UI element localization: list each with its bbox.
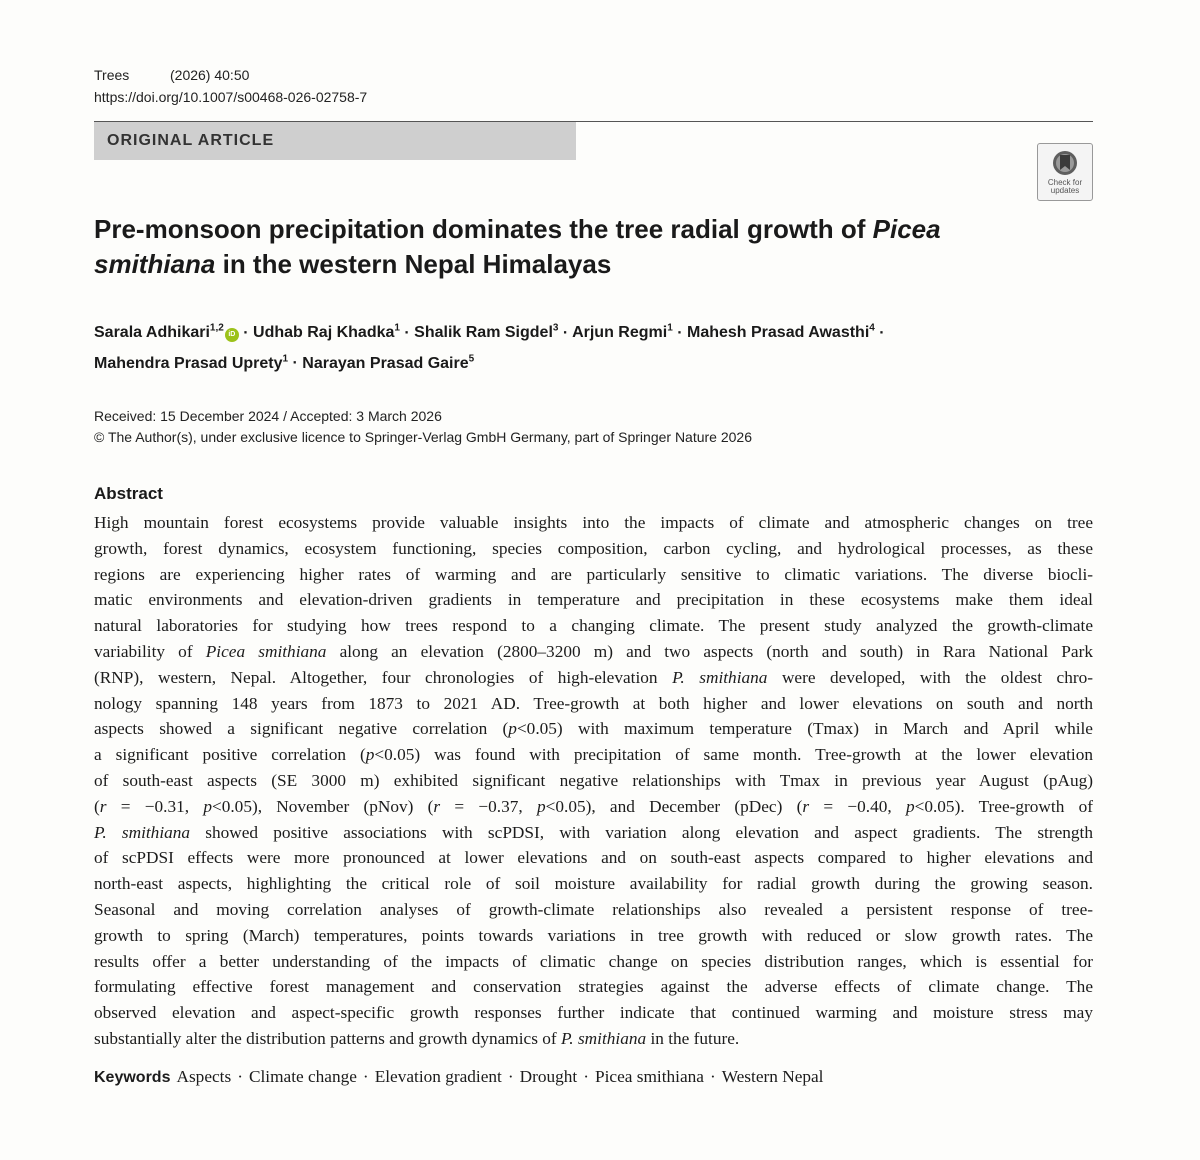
author-name: Narayan Prasad Gaire (302, 354, 469, 372)
check-updates-line1: Check for (1047, 178, 1083, 187)
author-affiliation: 5 (468, 353, 475, 365)
abstract-line (94, 974, 1093, 1000)
abstract-line (94, 691, 1093, 717)
check-updates-line2: updates (1050, 186, 1080, 195)
author-name: Udhab Raj Khadka (253, 324, 395, 342)
abstract-text: High mountain forest ecosystems provide valuable insights into the impacts of climate and atmospheric changes on tree (94, 513, 1093, 532)
keyword-separator: · (583, 1067, 589, 1086)
abstract-line (94, 949, 1093, 975)
abstract-text: north-east aspects, highlighting the critical role of soil moisture availability for radial growth during the growing season. (94, 874, 1093, 894)
author-affiliation: 1 (667, 323, 673, 334)
author (414, 324, 558, 341)
abstract-italic-text: p (536, 796, 546, 816)
abstract-italic-text: P. smithiana (94, 822, 191, 842)
keyword-separator: · (237, 1067, 243, 1086)
keywords-section (94, 1065, 823, 1090)
copyright-notice: © The Author(s), under exclusive licence to Springer-Verlag GmbH Germany, part of Springer Nature 2026 (94, 429, 752, 445)
author-name: Sarala Adhikari (94, 324, 210, 342)
abstract-text: observed elevation and aspect-specific growth responses further indicate that continued warming and moisture stress may (94, 1003, 1093, 1023)
check-updates-icon (1051, 149, 1079, 177)
abstract-body (94, 510, 1093, 1052)
abstract-line (94, 871, 1093, 897)
abstract-text: = −0.31, (106, 796, 204, 816)
abstract-text: were developed, with the oldest chro- (767, 667, 1094, 687)
abstract-text: growth, forest dynamics, ecosystem functioning, species composition, carbon cycling, and hydrological processes, as these (94, 538, 1093, 558)
abstract-text: <0.05) with maximum temperature (Tmax) in March and April while (516, 719, 1093, 739)
volume-info: (2026) 40:50 (170, 67, 250, 83)
abstract-text: a significant positive correlation ( (94, 745, 366, 765)
abstract-text: = −0.37, (440, 796, 537, 816)
publication-dates (94, 406, 752, 448)
abstract-text: = −0.40, (809, 796, 906, 816)
abstract-text: nology spanning 148 years from 1873 to 2021 AD. Tree-growth at both higher and lower elevations on south and north (94, 693, 1093, 713)
author-list (94, 316, 1074, 377)
abstract-italic-text: P. smithiana (672, 667, 768, 687)
keyword: Western Nepal (721, 1067, 824, 1086)
abstract-line (94, 587, 1093, 613)
author (302, 355, 474, 372)
author-separator: · (874, 324, 885, 342)
abstract-line (94, 536, 1093, 562)
title-species-epithet: smithiana (94, 249, 216, 279)
article-title (94, 212, 1054, 282)
author (94, 324, 239, 341)
author-separator: · (288, 354, 303, 372)
article-type-banner (94, 122, 576, 160)
abstract-italic-text: r (802, 796, 810, 816)
abstract-text: substantially alter the distribution patterns and growth dynamics of (94, 1028, 561, 1048)
abstract-text: aspects showed a significant negative correlation ( (94, 719, 509, 739)
abstract-text: (RNP), western, Nepal. Altogether, four chronologies of high-elevation (94, 667, 673, 687)
article-header (94, 64, 367, 108)
abstract-line (94, 1026, 1093, 1052)
keyword-separator: · (709, 1067, 716, 1086)
author (687, 324, 875, 341)
abstract-line (94, 510, 1093, 536)
abstract-text: of south-east aspects (SE 3000 m) exhibited significant negative relationships with Tmax in previous year August (pAug) (94, 770, 1093, 790)
abstract-italic-text: p (203, 796, 212, 816)
abstract-text: showed positive associations with scPDSI, with variation along elevation and aspect gradients. The strength (190, 822, 1093, 842)
author-name: Mahesh Prasad Awasthi (686, 324, 870, 342)
abstract-text: ( (94, 796, 100, 816)
abstract-line (94, 923, 1093, 949)
author-affiliation: 3 (552, 323, 559, 334)
author-affiliation: 4 (869, 323, 875, 334)
abstract-text: <0.05). Tree-growth of (914, 796, 1093, 816)
abstract-italic-text: r (99, 796, 107, 816)
abstract-italic-text: p (508, 719, 517, 739)
abstract-line (94, 562, 1093, 588)
abstract-line (94, 742, 1093, 768)
author (94, 355, 288, 372)
abstract-text: <0.05), November (pNov) ( (211, 796, 434, 816)
abstract-text: of scPDSI effects were more pronounced at lower elevations and on south-east aspects compared to higher elevations and (94, 848, 1093, 868)
abstract-heading: Abstract (94, 484, 163, 503)
abstract-text: formulating effective forest management and conservation strategies against the adverse effects of climate change. The (94, 977, 1093, 997)
keywords-heading: Keywords (94, 1069, 171, 1086)
abstract-text: Seasonal and moving correlation analyses of growth-climate relationships also revealed a persistent response of tree- (94, 899, 1093, 919)
abstract-line (94, 794, 1093, 820)
journal-name: Trees (94, 67, 130, 83)
author (572, 324, 673, 341)
abstract-line (94, 613, 1093, 639)
author-affiliation: 1 (394, 323, 400, 334)
keyword: Elevation gradient (374, 1067, 502, 1086)
abstract-text: in the future. (646, 1028, 740, 1048)
abstract-text: growth to spring (March) temperatures, points towards variations in tree growth with reduced or slow growth rates. The (94, 925, 1093, 945)
author-name: Mahendra Prasad Uprety (94, 354, 283, 372)
orcid-icon[interactable]: iD (225, 328, 239, 342)
abstract-italic-text: Picea smithiana (205, 641, 327, 661)
abstract-text: natural laboratories for studying how trees respond to a changing climate. The present study analyzed the growth-climate (94, 616, 1093, 636)
title-text-2: in the western Nepal Himalayas (215, 249, 612, 279)
keyword: Picea smithiana (595, 1067, 704, 1086)
keyword-separator: · (507, 1067, 514, 1086)
abstract-text: along an elevation (2800–3200 m) and two aspects (north and south) in Rara National Park (326, 641, 1093, 661)
received-accepted: Received: 15 December 2024 / Accepted: 3 March 2026 (94, 408, 442, 424)
abstract-line (94, 820, 1093, 846)
keyword: Drought (519, 1067, 578, 1086)
abstract-italic-text: r (433, 796, 441, 816)
author-separator: · (399, 324, 415, 342)
abstract-line (94, 639, 1093, 665)
abstract-line (94, 716, 1093, 742)
author-separator: · (672, 324, 687, 342)
title-text-1: Pre-monsoon precipitation dominates the tree radial growth of (94, 214, 873, 244)
abstract-text: <0.05), and December (pDec) ( (545, 796, 803, 816)
abstract-line (94, 845, 1093, 871)
abstract-text: matic environments and elevation-driven gradients in temperature and precipitation in these ecosystems make them ideal (94, 590, 1093, 610)
author-affiliation: 1,2 (209, 323, 224, 334)
abstract-italic-text: p (905, 796, 915, 816)
keyword-separator: · (362, 1067, 369, 1086)
author-name: Shalik Ram Sigdel (414, 324, 553, 342)
keyword: Climate change (248, 1067, 357, 1086)
author-affiliation: 1 (282, 353, 289, 365)
keyword: Aspects (176, 1067, 232, 1086)
abstract-text: variability of (94, 641, 206, 661)
abstract-line (94, 768, 1093, 794)
abstract-line (94, 665, 1093, 691)
abstract-text: regions are experiencing higher rates of warming and are particularly sensitive to climatic variations. The diverse biocli- (94, 564, 1093, 584)
abstract-italic-text: p (365, 745, 375, 765)
abstract-line (94, 897, 1093, 923)
author-name: Arjun Regmi (572, 324, 668, 342)
abstract-text: results offer a better understanding of the impacts of climatic change on species distribution ranges, which is essential for (94, 951, 1093, 971)
abstract-text: <0.05) was found with precipitation of same month. Tree-growth at the lower elevation (374, 745, 1093, 765)
article-type-label: ORIGINAL ARTICLE (107, 132, 275, 149)
doi-link[interactable]: https://doi.org/10.1007/s00468-026-02758-7 (94, 89, 368, 105)
title-species-genus: Picea (872, 214, 941, 244)
abstract-italic-text: P. smithiana (560, 1028, 647, 1048)
author-separator: · (558, 324, 573, 342)
check-for-updates-button[interactable] (1037, 143, 1093, 201)
author-separator: · (238, 324, 254, 342)
author (253, 324, 400, 341)
abstract-line (94, 1000, 1093, 1026)
keywords-list (176, 1067, 823, 1086)
